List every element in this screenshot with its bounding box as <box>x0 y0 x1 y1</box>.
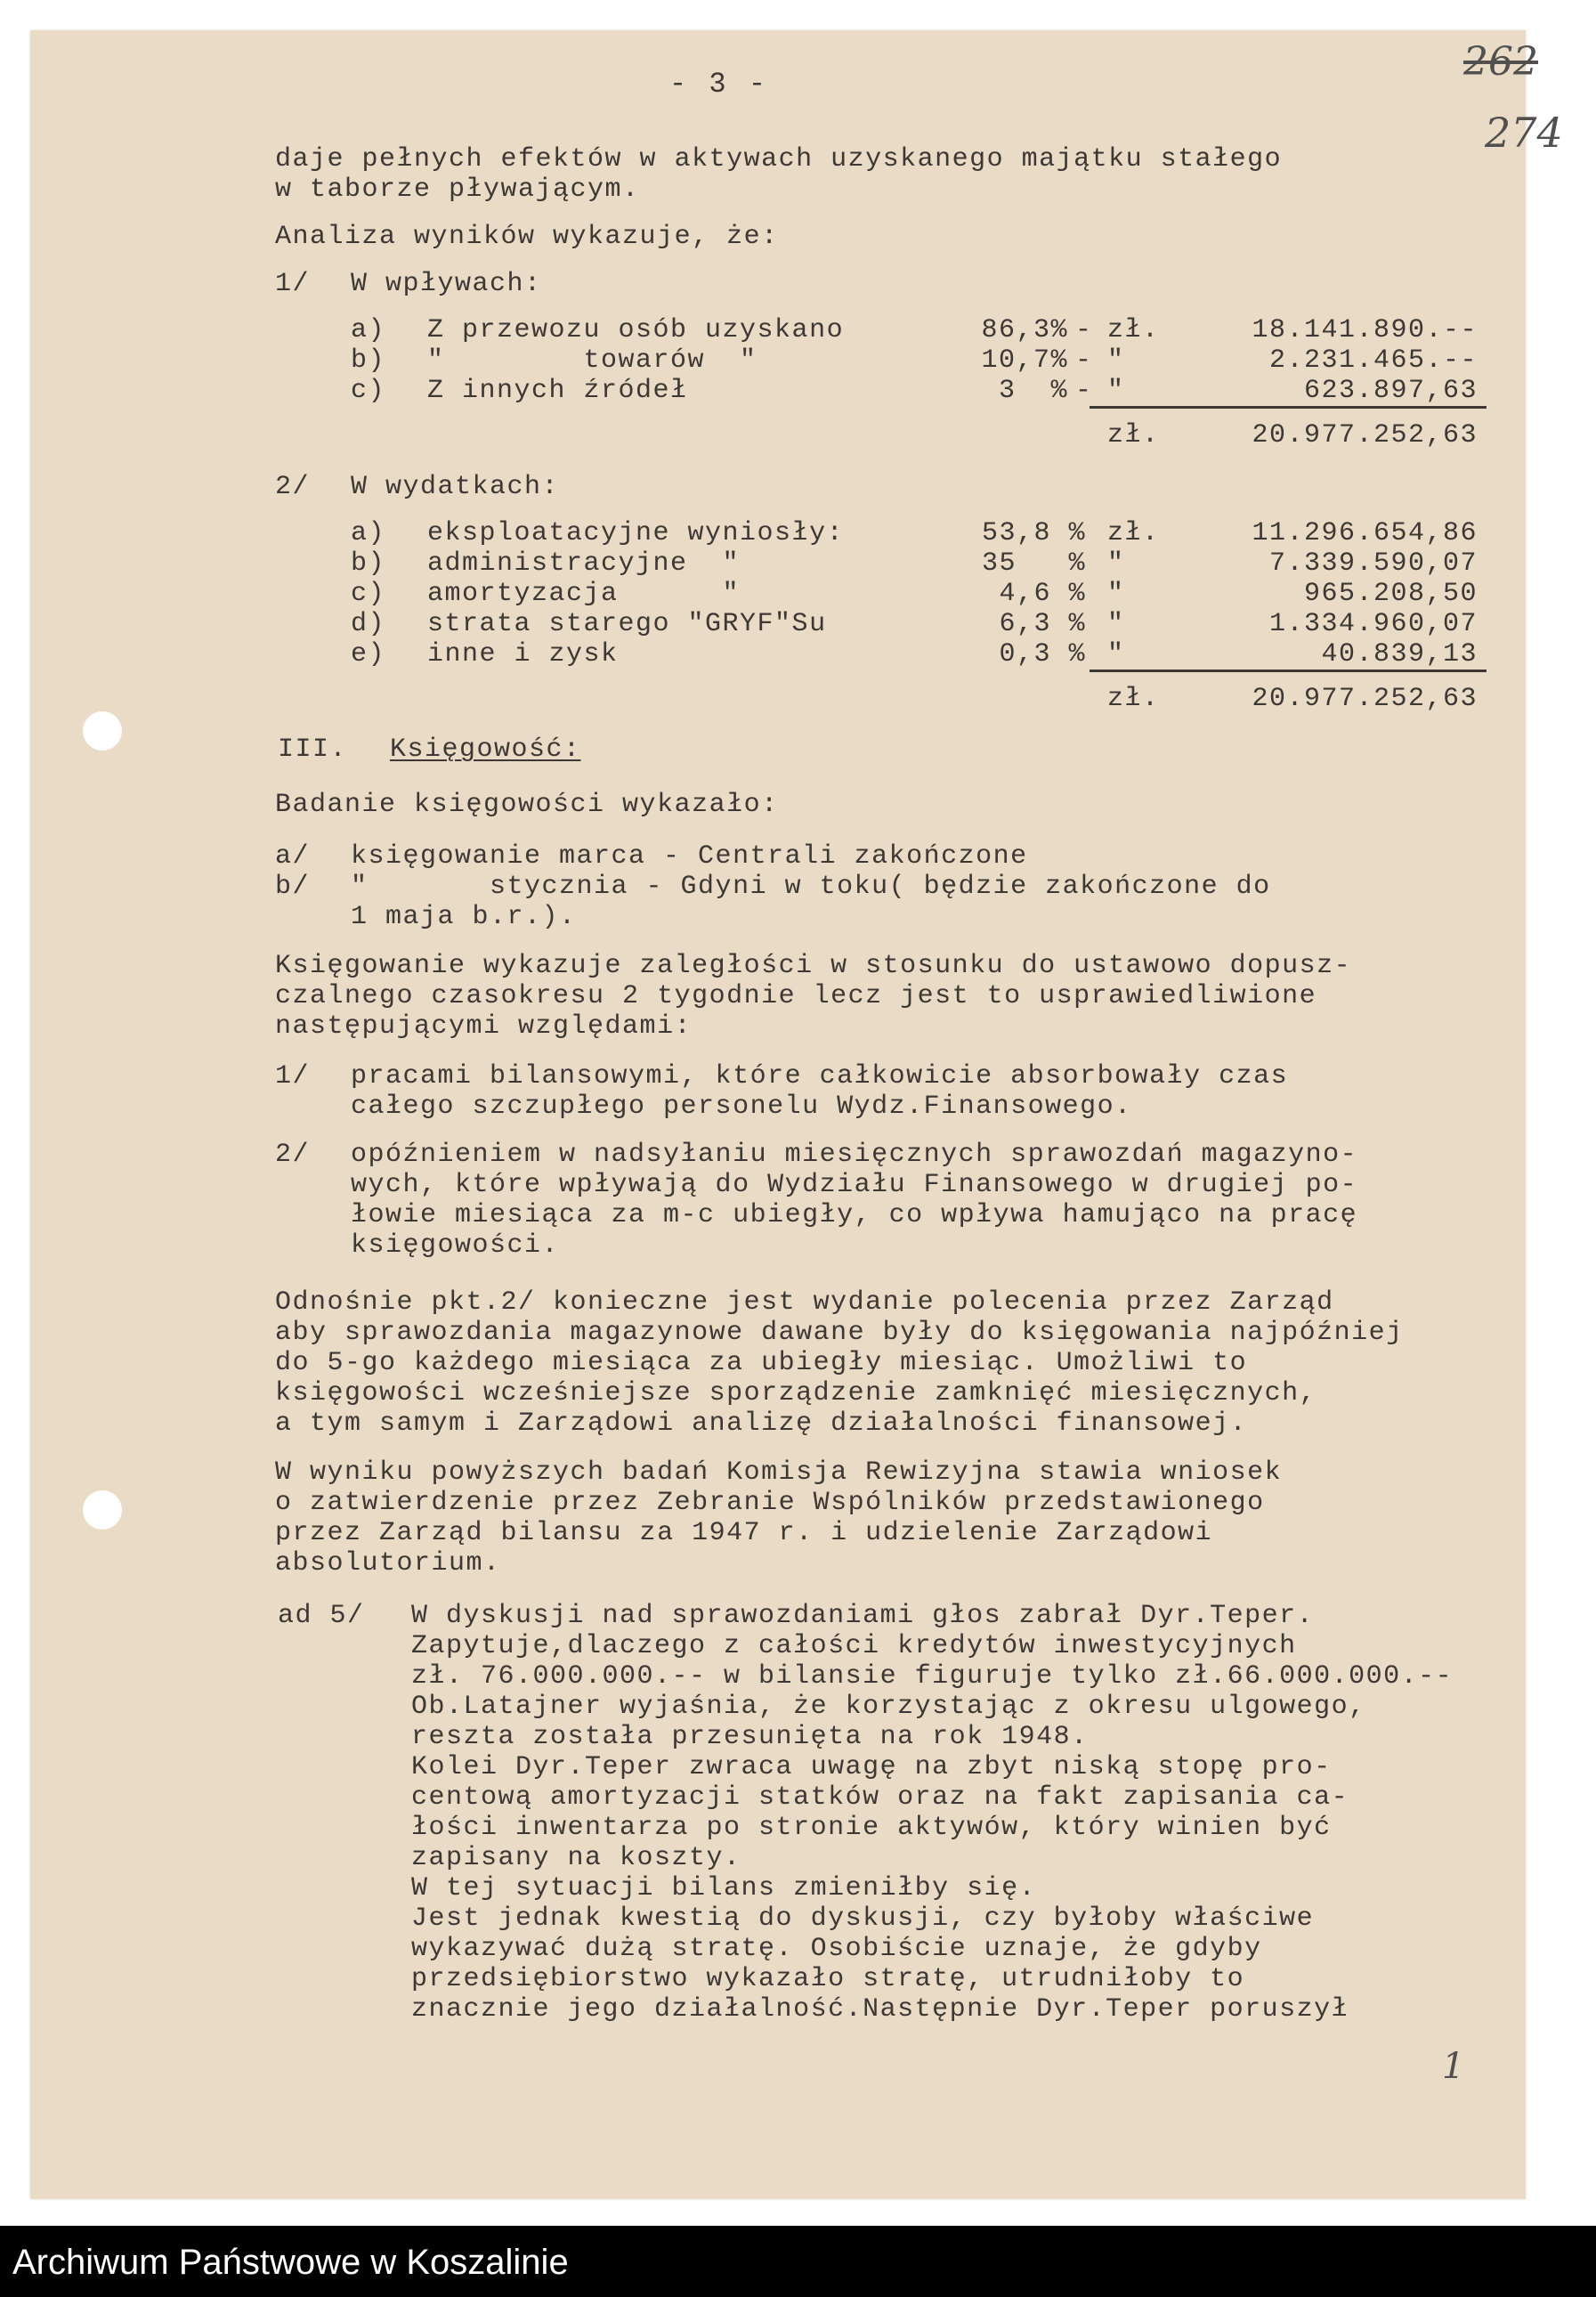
archive-footer-bar <box>0 2226 1596 2297</box>
expenses-total: 20.977.252,63 <box>1252 684 1478 714</box>
expense-label: strata starego "GRYF"Su <box>427 609 827 639</box>
income-letter: c) <box>351 376 386 406</box>
expense-letter: b) <box>351 548 386 579</box>
income-currency: " <box>1107 376 1125 406</box>
income-label: Z innych źródeł <box>427 376 688 406</box>
income-letter: b) <box>351 345 386 376</box>
expense-percent: 53,8 % <box>981 518 1086 548</box>
ad5-line: wykazywać dużą stratę. Osobiście uznaje, że gdyby <box>411 1934 1262 1964</box>
expense-amount: 1.334.960,07 <box>1268 609 1478 639</box>
expenses-total-currency: zł. <box>1107 684 1160 714</box>
reason-line: opóźnieniem w nadsyłaniu miesięcznych sprawozdań magazyno- <box>351 1140 1358 1170</box>
section-number: III. <box>278 735 348 765</box>
expense-letter: a) <box>351 518 386 548</box>
reason-line: łowie miesiąca za m-c ubiegły, co wpływa hamująco na pracę <box>351 1200 1358 1230</box>
audit-item-marker: a/ <box>275 841 311 872</box>
income-letter: a) <box>351 315 386 345</box>
motion-line: o zatwierdzenie przez Zebranie Wspólników przedstawionego <box>275 1488 1265 1518</box>
reason-marker: 2/ <box>275 1140 311 1170</box>
income-sum-rule <box>1090 406 1487 409</box>
expense-currency: " <box>1107 609 1125 639</box>
income-currency: zł. <box>1107 315 1160 345</box>
income-total-currency: zł. <box>1107 420 1160 450</box>
audit-item-line: 1 maja b.r.). <box>351 902 577 932</box>
ad5-line: łości inwentarza po stronie aktywów, który winien być <box>411 1813 1332 1843</box>
expense-amount: 40.839,13 <box>1321 639 1478 670</box>
punch-hole-top <box>83 711 122 751</box>
expense-percent: 6,3 % <box>999 609 1086 639</box>
document-page <box>30 30 1563 2199</box>
expense-label: amortyzacja " <box>427 579 741 609</box>
corner-mark: 1 <box>1442 2046 1465 2087</box>
order-line: księgowości wcześniejsze sporządzenie zamknięć miesięcznych, <box>275 1378 1317 1408</box>
income-percent: 3 % <box>998 376 1068 406</box>
reason-marker: 1/ <box>275 1061 311 1092</box>
page-number: - 3 - <box>669 68 769 101</box>
motion-line: absolutorium. <box>275 1548 501 1579</box>
ad5-line: przedsiębiorstwo wykazało stratę, utrudniłoby to <box>411 1964 1245 1994</box>
analysis-heading: Analiza wyników wykazuje, że: <box>275 222 779 252</box>
expense-currency: " <box>1107 548 1125 579</box>
income-total: 20.977.252,63 <box>1252 420 1478 450</box>
archive-number-new: 274 <box>1485 109 1563 157</box>
income-label: Z przewozu osób uzyskano <box>427 315 845 345</box>
expenses-title: W wydatkach: <box>351 472 560 502</box>
intro-line-1: daje pełnych efektów w aktywach uzyskanego majątku stałego <box>275 144 1283 175</box>
expense-letter: d) <box>351 609 386 639</box>
expense-amount: 965.208,50 <box>1303 579 1478 609</box>
archive-number-old: 262 <box>1463 39 1538 85</box>
income-number: 1/ <box>275 269 311 299</box>
order-line: aby sprawozdania magazynowe dawane były do księgowania najpóźniej <box>275 1318 1404 1348</box>
audit-item-marker: b/ <box>275 872 311 902</box>
expense-letter: e) <box>351 639 386 670</box>
audit-item-line: księgowanie marca - Centrali zakończone <box>351 841 1028 872</box>
expense-percent: 4,6 % <box>999 579 1086 609</box>
income-dash: - <box>1075 315 1093 345</box>
income-currency: " <box>1107 345 1125 376</box>
ad5-line: Kolei Dyr.Teper zwraca uwagę na zbyt niską stopę pro- <box>411 1752 1332 1782</box>
order-line: do 5-go każdego miesiąca za ubiegły miesiąc. Umożliwi to <box>275 1348 1248 1378</box>
motion-line: W wyniku powyższych badań Komisja Rewizyjna stawia wniosek <box>275 1457 1283 1488</box>
expense-percent: 35 % <box>981 548 1086 579</box>
expenses-sum-rule <box>1090 670 1487 672</box>
income-dash: - <box>1075 376 1093 406</box>
expense-letter: c) <box>351 579 386 609</box>
reason-line: księgowości. <box>351 1230 560 1261</box>
ad5-line: zapisany na koszty. <box>411 1843 741 1873</box>
expense-currency: " <box>1107 579 1125 609</box>
expense-currency: " <box>1107 639 1125 670</box>
expense-label: administracyjne " <box>427 548 741 579</box>
income-amount: 2.231.465.-- <box>1268 345 1478 376</box>
income-amount: 18.141.890.-- <box>1252 315 1478 345</box>
income-dash: - <box>1075 345 1093 376</box>
expense-label: inne i zysk <box>427 639 619 670</box>
ad5-line: znacznie jego działalność.Następnie Dyr.Teper poruszył <box>411 1994 1349 2025</box>
reason-line: całego szczupłego personelu Wydz.Finansowego. <box>351 1092 1132 1122</box>
reason-line: wych, które wpływają do Wydziału Finansowego w drugiej po- <box>351 1170 1358 1200</box>
ad5-line: zł. 76.000.000.-- w bilansie figuruje tylko zł.66.000.000.-- <box>411 1661 1454 1692</box>
ad5-marker: ad 5/ <box>278 1601 365 1631</box>
income-title: W wpływach: <box>351 269 542 299</box>
income-label: " towarów " <box>427 345 757 376</box>
ad5-line: centową amortyzacji statków oraz na fakt zapisania ca- <box>411 1782 1349 1813</box>
order-line: a tym samym i Zarządowi analizę działalności finansowej. <box>275 1408 1248 1439</box>
motion-line: przez Zarząd bilansu za 1947 r. i udzielenie Zarządowi <box>275 1518 1213 1548</box>
income-percent: 86,3% <box>981 315 1068 345</box>
arrears-line: następującymi względami: <box>275 1011 693 1042</box>
punch-hole-bottom <box>83 1490 122 1530</box>
archive-footer-text: Archiwum Państwowe w Koszalinie <box>12 2243 569 2282</box>
ad5-line: Ob.Latajner wyjaśnia, że korzystając z okresu ulgowego, <box>411 1692 1366 1722</box>
ad5-line: Zapytuje,dlaczego z całości kredytów inwestycyjnych <box>411 1631 1297 1661</box>
ad5-line: Jest jednak kwestią do dyskusji, czy byłoby właściwe <box>411 1903 1315 1934</box>
order-line: Odnośnie pkt.2/ konieczne jest wydanie polecenia przez Zarząd <box>275 1287 1334 1318</box>
arrears-line: czalnego czasokresu 2 tygodnie lecz jest to usprawiedliwione <box>275 981 1317 1011</box>
ad5-line: W dyskusji nad sprawozdaniami głos zabrał Dyr.Teper. <box>411 1601 1315 1631</box>
income-amount: 623.897,63 <box>1303 376 1478 406</box>
expense-percent: 0,3 % <box>999 639 1086 670</box>
audit-intro: Badanie księgowości wykazało: <box>275 790 779 820</box>
expense-label: eksploatacyjne wyniosły: <box>427 518 845 548</box>
expense-amount: 11.296.654,86 <box>1252 518 1478 548</box>
ad5-line: reszta została przesunięta na rok 1948. <box>411 1722 1089 1752</box>
expenses-number: 2/ <box>275 472 311 502</box>
reason-line: pracami bilansowymi, które całkowicie absorbowały czas <box>351 1061 1289 1092</box>
expense-amount: 7.339.590,07 <box>1268 548 1478 579</box>
ad5-line: W tej sytuacji bilans zmieniłby się. <box>411 1873 1037 1903</box>
arrears-line: Księgowanie wykazuje zaległości w stosunku do ustawowo dopusz- <box>275 951 1352 981</box>
expense-currency: zł. <box>1107 518 1160 548</box>
income-percent: 10,7% <box>981 345 1068 376</box>
intro-line-2: w taborze pływającym. <box>275 175 640 205</box>
section-title: Księgowość: <box>390 735 581 765</box>
audit-item-line: " stycznia - Gdyni w toku( będzie zakończone do <box>351 872 1271 902</box>
